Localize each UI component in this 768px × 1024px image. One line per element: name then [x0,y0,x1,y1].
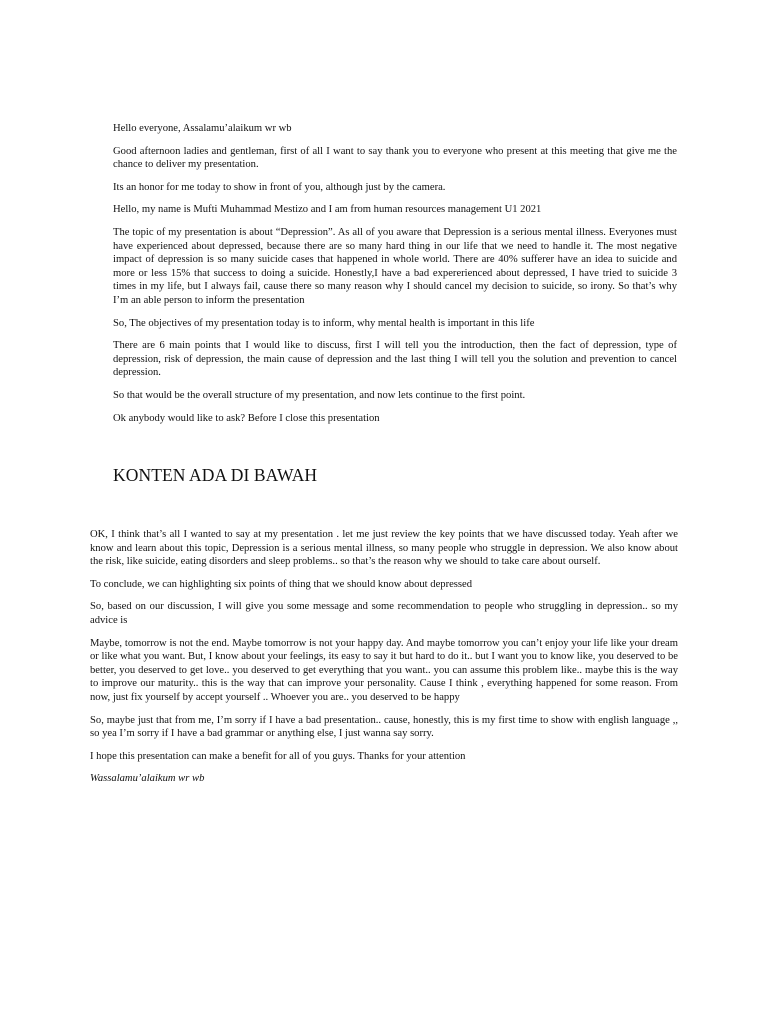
conclusion-paragraph: To conclude, we can highlighting six points of thing that we should know about depressed [90,578,473,590]
signoff-text: Wassalamu’alaikum wr wb [90,773,205,785]
recommendation-paragraph: So, based on our discussion, I will give you some message and some recommendation to people who struggling in depression.. so my advice is [90,601,678,626]
self-introduction-paragraph: Hello, my name is Mufti Muhammad Mestizo and I am from human resources management U1 2021 [113,204,542,216]
thanks-paragraph: I hope this presentation can make a benefit for all of you guys. Thanks for your attention [90,750,466,762]
main-points-paragraph: There are 6 main points that I would like to discuss, first I will tell you the introduction, then the fact of depression, type of depression, risk of depression, the main cause of depression and the last thing I will tell you the solution and prevention to cancel depression. [113,340,677,379]
review-paragraph: OK, I think that’s all I wanted to say at my presentation . let me just review the key points that we have discussed today. Yeah after we know and learn about this topic, Depression is a serious mental illness, so many people who struggle in depression. We also know about the risk, like suicide, eating disorders and sleep problems.. so that’s the reason why we should to take care about ourself. [90,529,678,568]
honor-paragraph: Its an honor for me today to show in front of you, although just by the camera. [113,181,446,193]
opening-paragraph: Good afternoon ladies and gentleman, first of all I want to say thank you to everyone who present at this meeting that give me the chance to deliver my presentation. [113,145,677,171]
apology-paragraph: So, maybe just that from me, I’m sorry if I have a bad presentation.. cause, honestly, this is my first time to show with english language ,, so yea I’m sorry if I have a bad grammar or anything else, I just wanna say sorry. [90,714,678,740]
intro-section [113,122,677,434]
greeting-paragraph: Hello everyone, Assalamu’alaikum wr wb [113,123,292,134]
closing-section [90,528,678,795]
section-heading: KONTEN ADA DI BAWAH [113,465,318,485]
questions-paragraph: Ok anybody would like to ask? Before I close this presentation [113,412,380,424]
structure-paragraph: So that would be the overall structure of my presentation, and now lets continue to the first point. [113,389,526,401]
topic-paragraph: The topic of my presentation is about “Depression”. As all of you aware that Depression is a serious mental illness. Everyones must have experienced about depressed, because there are so many hard thing in our life that we need to handle it. The most negative impact of depression is so many suicide cases that happened in whole world. There are 40% sufferer have an idea to suicide and more or less 15% that success to doing a suicide. Honestly,I have a bad expererienced about depressed, I have tried to suicide 3 times in my life, but I always fail, cause there so many reason why I should cancel my decision to suicide, so irony. So that’s why I’m an able person to inform the presentation [113,226,677,306]
advice-paragraph: Maybe, tomorrow is not the end. Maybe tomorrow is not your happy day. And maybe tomorrow you can’t enjoy your life like your dream or like what you want. But, I know about your feelings, its easy to say it but hard to do it.. but I want you to know like, you deserved to be better, you deserved to get love.. you deserved to get everything that you want.. you can assume this problem like.. maybe this is the way to improve our maturity.. this is the way that can improve your personality. Cause I think , everything happened for some reason. From now, just fix yourself by accept yourself .. Whoever you are.. you deserved to be happy [90,637,678,703]
objectives-paragraph: So, The objectives of my presentation today is to inform, why mental health is important in this life [113,317,535,329]
